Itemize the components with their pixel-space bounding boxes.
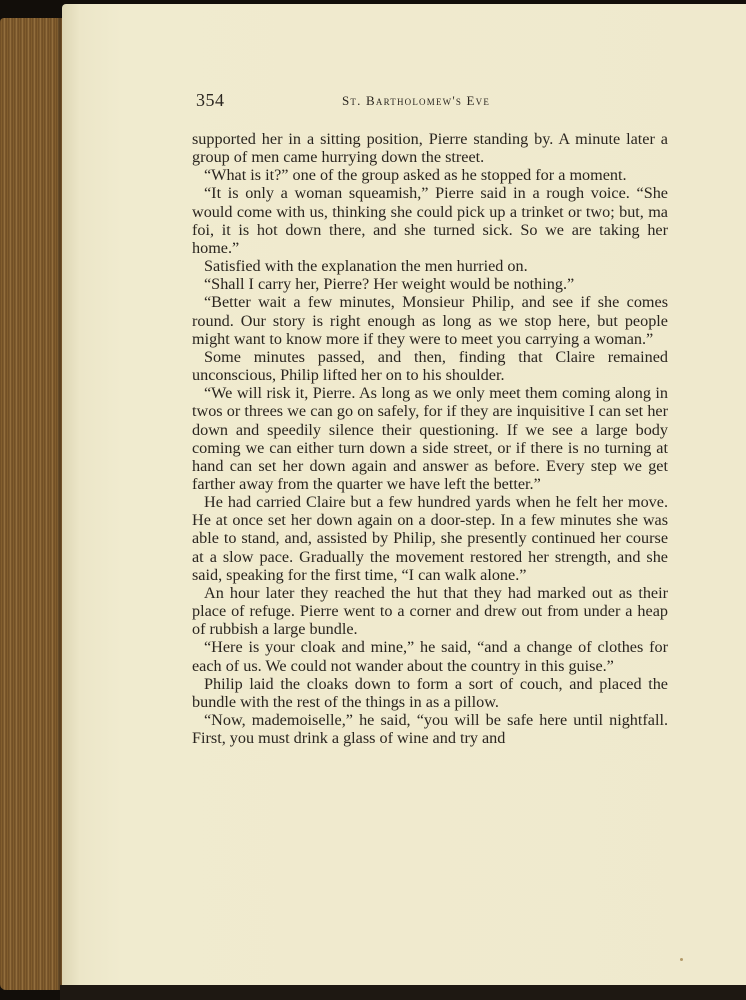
paragraph: Some minutes passed, and then, finding that Claire remained unconscious, Philip lifted her on to his shoulder. — [192, 347, 668, 385]
paragraph: “Shall I carry her, Pierre? Her weight would be nothing.” — [204, 275, 575, 294]
page-number: 354 — [196, 90, 225, 110]
paragraph: “Now, mademoiselle,” he said, “you will be safe here until nightfall. First, you must drink a glass of wine and try and — [192, 711, 668, 748]
paragraph: He had carried Claire but a few hundred yards when he felt her move. He at once set her down again on a door-step. In a few minutes she was able to stand, and, assisted by Philip, she presently continued her course at a slow pace. Gradually the movement restored her strength, and she said, speaking for the first time, “I can walk alone.” — [192, 493, 668, 584]
paragraph: “Better wait a few minutes, Monsieur Philip, and see if she comes round. Our story is right enough as long as we stop here, but people might want to know more if they were to meet you carrying a woman.” — [192, 293, 668, 348]
paragraph: “It is only a woman squeamish,” Pierre said in a rough voice. “She would come with us, thinking she could pick up a trinket or two; but, ma foi, it is hot down there, and she turned sick. So we are taking her home.” — [192, 184, 668, 257]
paper-speck — [680, 958, 683, 961]
page-bottom-shadow — [60, 985, 746, 1000]
paragraph: supported her in a sitting position, Pierre standing by. A minute later a group of men came hurrying down the street. — [192, 130, 668, 167]
paragraph: Philip laid the cloaks down to form a sort of couch, and placed the bundle with the rest of the things in as a pillow. — [192, 674, 668, 711]
paragraph: “Here is your cloak and mine,” he said, “and a change of clothes for each of us. We could not wander about the country in this guise.” — [192, 638, 668, 675]
body-text — [192, 130, 668, 747]
running-title: St. Bartholomew's Eve — [342, 93, 491, 108]
paragraph: “What is it?” one of the group asked as he stopped for a moment. — [204, 166, 627, 185]
paragraph: Satisfied with the explanation the men hurried on. — [204, 257, 528, 276]
paragraph: “We will risk it, Pierre. As long as we only meet them coming along in twos or threes we can go on safely, for if they are inquisitive I can set her down and speedily silence their questioning. If we see a large body coming we can either turn down a side street, or if there is no turning at hand can set her down again and answer as before. Every step we get farther away from the quarter we have left the better.” — [192, 384, 668, 493]
page-header — [196, 90, 668, 112]
paragraph: An hour later they reached the hut that they had marked out as their place of refuge. Pierre went to a corner and drew out from under a heap of rubbish a large bundle. — [192, 583, 668, 639]
page-edges — [0, 18, 64, 990]
